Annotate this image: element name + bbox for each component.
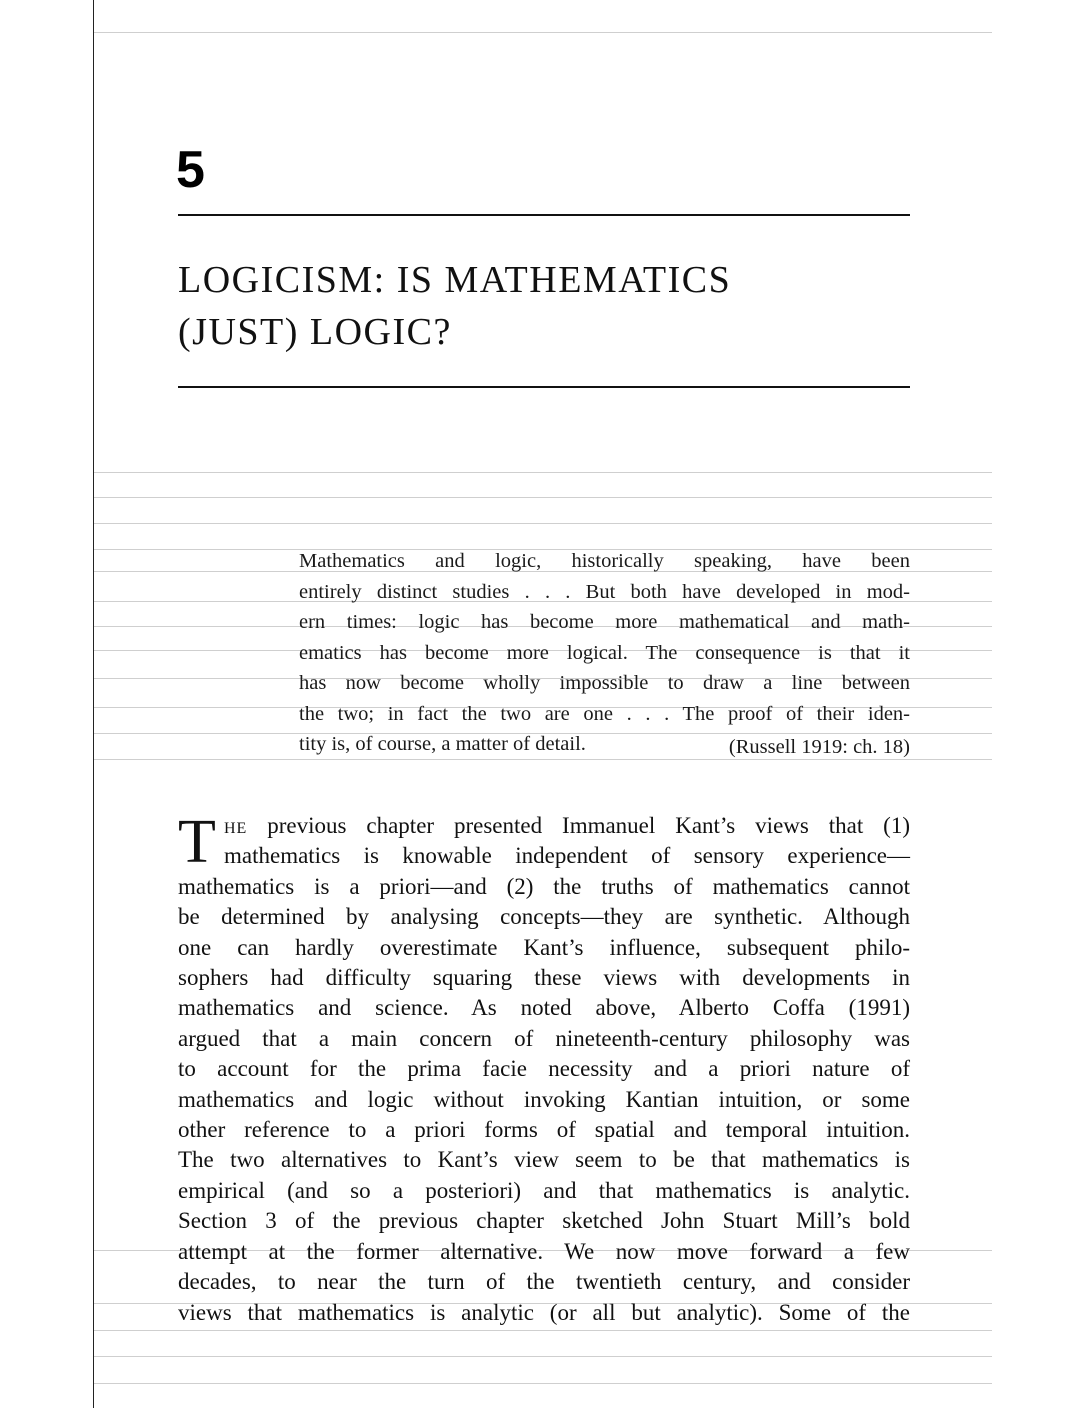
left-margin-line [93, 0, 94, 1408]
ruling-line [94, 523, 992, 524]
chapter-number: 5 [176, 141, 205, 199]
ruling-line [94, 1383, 992, 1384]
body-line [178, 811, 910, 841]
drop-cap: T [178, 808, 216, 876]
epigraph-line: tity is, of course, a matter of detail. [299, 733, 586, 755]
ruling-line [94, 497, 992, 498]
body-line: to account for the prima facie necessity and a priori nature of [178, 1056, 910, 1082]
opening-small-caps: he [224, 813, 248, 838]
body-line: mathematics is knowable independent of sensory experience— [224, 843, 910, 869]
ruling-line [94, 472, 992, 473]
chapter-top-rule [178, 214, 910, 216]
epigraph-citation: (Russell 1919: ch. 18) [728, 736, 910, 758]
body-line: argued that a main concern of nineteenth-century philosophy was [178, 1025, 910, 1051]
epigraph-line: has now become wholly impossible to draw a line between [299, 672, 910, 694]
chapter-bottom-rule [178, 386, 910, 388]
body-line: one can hardly overestimate Kant’s influence, subsequent philo- [178, 934, 910, 960]
body-line: mathematics is a priori—and (2) the truths of mathematics cannot [178, 873, 910, 899]
epigraph-quote [299, 546, 910, 760]
epigraph-line: ern times: logic has become more mathematical and math- [299, 611, 910, 633]
body-line: views that mathematics is analytic (or all but analytic). Some of the [178, 1299, 910, 1325]
body-line: empirical (and so a posteriori) and that mathematics is analytic. [178, 1177, 910, 1203]
body-line: Section 3 of the previous chapter sketched John Stuart Mill’s bold [178, 1208, 910, 1234]
ruling-line [94, 1356, 992, 1357]
body-line: be determined by analysing concepts—they are synthetic. Although [178, 904, 910, 930]
epigraph-line: ematics has become more logical. The consequence is that it [299, 641, 910, 664]
body-line: attempt at the former alternative. We now move forward a few [178, 1238, 910, 1264]
chapter-title-line: LOGICISM: IS MATHEMATICS [178, 259, 732, 301]
body-line: mathematics and logic without invoking Kantian intuition, or some [178, 1086, 910, 1112]
chapter-title-line: (JUST) LOGIC? [178, 311, 452, 353]
opening-line-text: previous chapter presented Immanuel Kant’s views that (1) [247, 813, 910, 838]
ruling-line [94, 32, 992, 33]
epigraph-line: entirely distinct studies . . . But both have developed in mod- [299, 580, 910, 603]
body-paragraph [178, 808, 910, 1328]
body-line: The two alternatives to Kant’s view seem to be that mathematics is [178, 1147, 910, 1173]
epigraph-line: the two; in fact the two are one . . . The proof of their iden- [299, 702, 910, 725]
ruling-line [94, 1330, 992, 1331]
epigraph-line: Mathematics and logic, historically speaking, have been [299, 550, 910, 572]
chapter-title [178, 254, 918, 358]
body-line: decades, to near the turn of the twentieth century, and consider [178, 1269, 910, 1295]
body-line: sophers had difficulty squaring these views with developments in [178, 965, 910, 991]
body-line: other reference to a priori forms of spatial and temporal intuition. [178, 1117, 910, 1143]
body-line: mathematics and science. As noted above, Alberto Coffa (1991) [178, 995, 910, 1021]
